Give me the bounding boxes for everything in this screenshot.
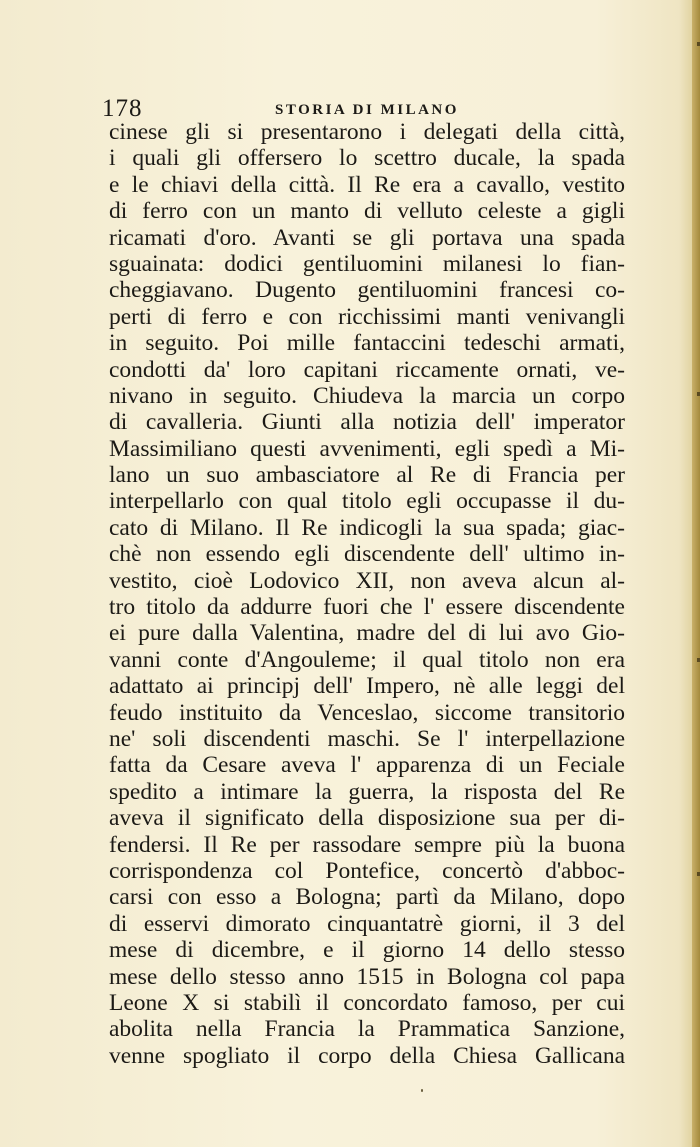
text-line: carsi con esso a Bologna; partì da Milano, dopo	[109, 884, 625, 911]
text-line: di cavalleria. Giunti alla notizia dell' imperator	[109, 409, 625, 436]
text-line: cato di Milano. Il Re indicogli la sua spada; giac-	[109, 514, 625, 541]
text-line: feudo instituito da Venceslao, siccome transitorio	[109, 699, 625, 726]
body-text	[109, 119, 625, 1069]
text-line: e le chiavi della città. Il Re era a cavallo, vestito	[109, 171, 625, 198]
text-line: nivano in seguito. Chiudeva la marcia un corpo	[109, 382, 625, 409]
text-line: i quali gli offersero lo scettro ducale, la spada	[109, 145, 625, 172]
text-line: adattato ai principj dell' Impero, nè alle leggi del	[109, 673, 625, 700]
text-line: fatta da Cesare aveva l' apparenza di un Feciale	[109, 752, 625, 779]
text-line: in seguito. Poi mille fantaccini tedeschi armati,	[109, 330, 625, 357]
ink-speck	[421, 1089, 423, 1092]
text-line: corrispondenza col Pontefice, concertò d'abboc-	[109, 857, 625, 884]
running-title: STORIA DI MILANO	[275, 102, 459, 118]
text-line: chè non essendo egli discendente dell' ultimo in-	[109, 541, 625, 568]
text-line: perti di ferro e con ricchissimi manti venivangli	[109, 303, 625, 330]
text-line: ei pure dalla Valentina, madre del di lui avo Gio-	[109, 620, 625, 647]
text-line: aveva il significato della disposizione sua per di-	[109, 805, 625, 832]
text-line: vestito, cioè Lodovico XII, non aveva alcun al-	[109, 567, 625, 594]
text-line: ricamati d'oro. Avanti se gli portava una spada	[109, 224, 625, 251]
text-line: interpellarlo con qual titolo egli occupasse il du-	[109, 488, 625, 515]
text-line: cheggiavano. Dugento gentiluomini francesi co-	[109, 277, 625, 304]
text-line: venne spogliato il corpo della Chiesa Gallicana	[109, 1042, 625, 1069]
text-line: ne' soli discendenti maschi. Se l' interpellazione	[109, 725, 625, 752]
text-line: cinese gli si presentarono i delegati della città,	[109, 119, 625, 145]
text-line: mese dello stesso anno 1515 in Bologna col papa	[109, 963, 625, 990]
text-line: mese di dicembre, e il giorno 14 dello stesso	[109, 937, 625, 964]
text-line: condotti da' loro capitani riccamente ornati, ve-	[109, 356, 625, 383]
text-line: lano un suo ambasciatore al Re di Francia per	[109, 462, 625, 489]
text-line: spedito a intimare la guerra, la risposta del Re	[109, 778, 625, 805]
text-line: tro titolo da addurre fuori che l' essere discendente	[109, 594, 625, 621]
page-number: 178	[102, 95, 143, 122]
text-line: Massimiliano questi avvenimenti, egli spedì a Mi-	[109, 435, 625, 462]
text-line: sguainata: dodici gentiluomini milanesi lo fian-	[109, 250, 625, 277]
text-line: vanni conte d'Angouleme; il qual titolo non era	[109, 646, 625, 673]
text-line: di esservi dimorato cinquantatrè giorni, il 3 del	[109, 910, 625, 937]
page-edge	[692, 0, 700, 1147]
text-line: di ferro con un manto di velluto celeste a gigli	[109, 198, 625, 225]
text-line: abolita nella Francia la Prammatica Sanzione,	[109, 1016, 625, 1043]
text-line: Leone X si stabilì il concordato famoso, per cui	[109, 989, 625, 1016]
text-line: fendersi. Il Re per rassodare sempre più la buona	[109, 831, 625, 858]
